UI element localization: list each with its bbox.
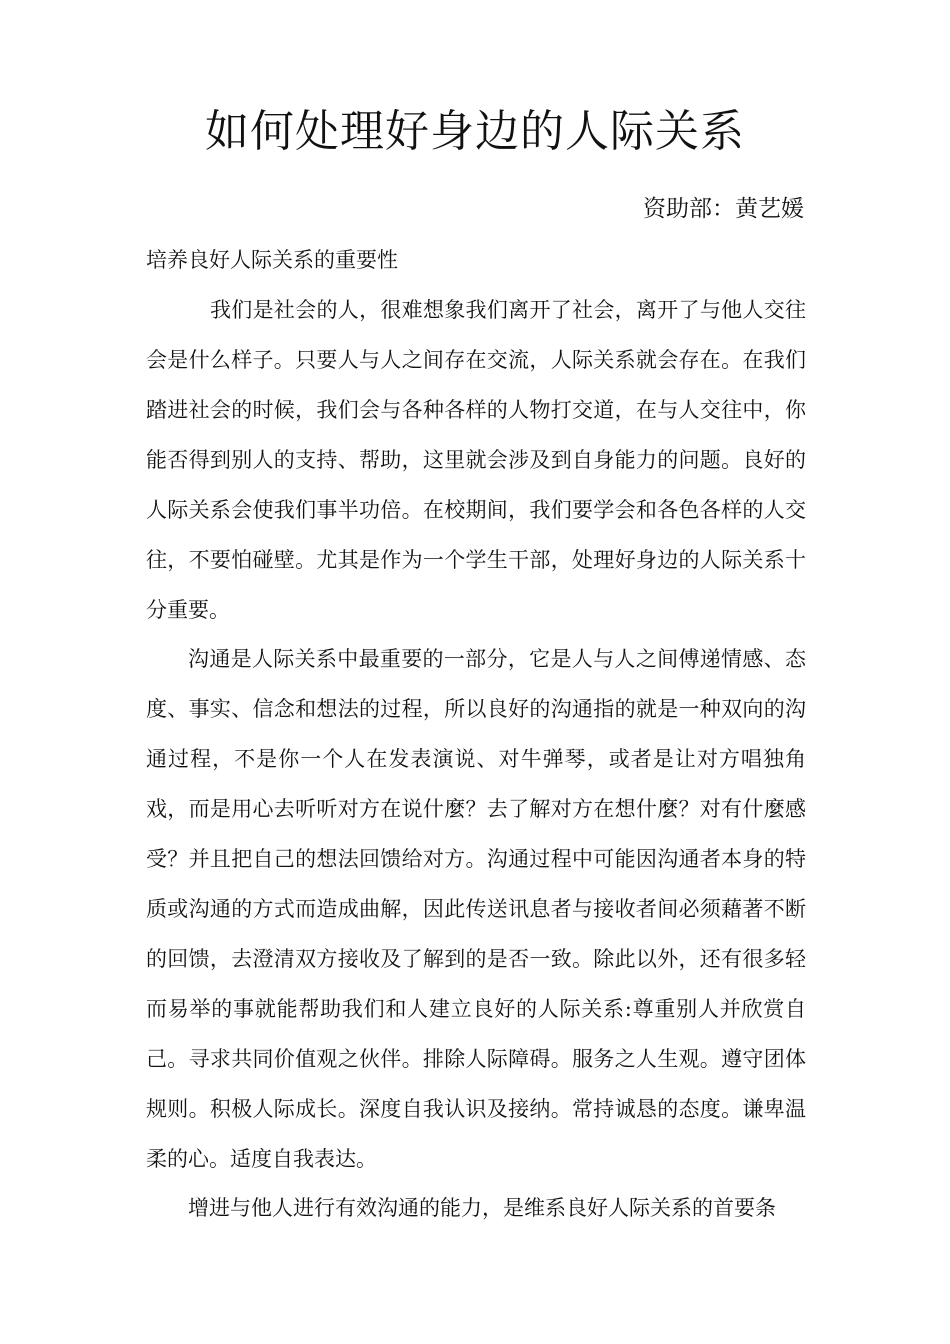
section-heading: 培养良好人际关系的重要性	[146, 248, 398, 272]
document-title: 如何处理好身边的人际关系	[205, 106, 745, 157]
paragraph-3: 增进与他人进行有效沟通的能力，是维系良好人际关系的首要条	[188, 1196, 776, 1220]
author-line: 资助部：黄艺媛	[643, 196, 804, 222]
paragraph-1: 我们是社会的人，很难想象我们离开了社会，离开了与他人交往会是什么样子。只要人与人之间存在交流，人际关系就会存在。在我们踏进社会的时候，我们会与各种各样的人物打交道，在与人交往中，你能否得到别人的支持、帮助，这里就会涉及到自身能力的问题。良好的人际关系会使我们事半功倍。在校期间，我们要学会和各色各样的人交往，不要怕碰壁。尤其是作为一个学生干部，处理好身边的人际关系十分重要。	[146, 298, 806, 622]
paragraph-2: 沟通是人际关系中最重要的一部分，它是人与人之间傅递情感、态度、事实、信念和想法的过程，所以良好的沟通指的就是一种双向的沟通过程，不是你一个人在发表演说、对牛弹琴，或者是让对方唱独角戏，而是用心去听听对方在说什麼？去了解对方在想什麼？对有什麼感受？并且把自己的想法回馈给对方。沟通过程中可能因沟通者本身的特质或沟通的方式而造成曲解，因此传送讯息者与接收者间必须藉著不断的回馈，去澄清双方接收及了解到的是否一致。除此以外，还有很多轻而易举的事就能帮助我们和人建立良好的人际关系:尊重别人并欣赏自己。寻求共同价值观之伙伴。排除人际障碍。服务之人生观。遵守团体规则。积极人际成长。深度自我认识及接纳。常持诚恳的态度。谦卑温柔的心。适度自我表达。	[146, 647, 806, 1171]
